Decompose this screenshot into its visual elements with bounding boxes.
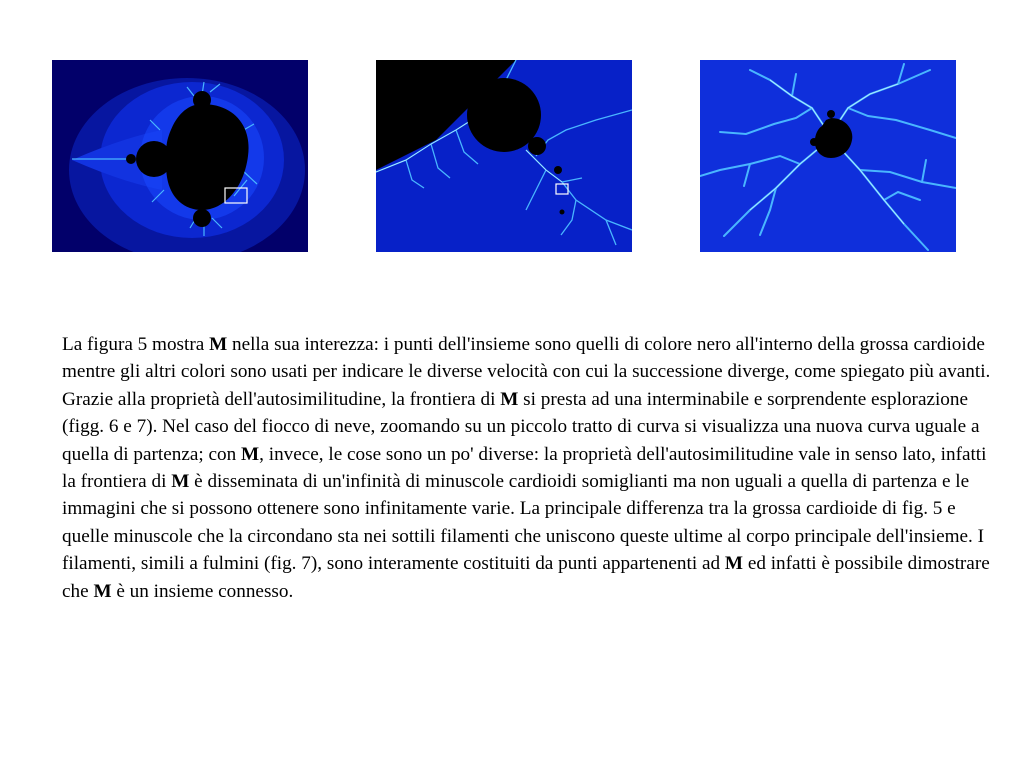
mandelbrot-zoom-2-graphic <box>700 60 956 252</box>
mandelbrot-zoom-1-image <box>376 60 632 252</box>
set-symbol-m: M <box>241 443 260 465</box>
set-symbol-m: M <box>171 471 190 493</box>
paragraph-text-segment: La figura 5 mostra <box>62 334 210 355</box>
paragraph-text-segment: si presta ad una interminabile e sorprendente esplorazione (figg. 6 e 7). Nel caso del fiocco di neve, zoomando su un piccolo tratto di curva si visualizza una nuova curva uguale a quella di partenza; con <box>62 388 980 465</box>
set-symbol-m: M <box>93 580 112 602</box>
set-symbol-m: M <box>500 388 519 410</box>
paragraph-text-segment: è un insieme connesso. <box>111 580 294 602</box>
set-symbol-m: M <box>724 553 744 575</box>
mandelbrot-zoom-2-image <box>700 60 956 252</box>
mandelbrot-zoom-1-graphic <box>376 60 632 252</box>
body-paragraph <box>62 331 992 605</box>
set-symbol-m: M <box>209 334 228 355</box>
paragraph-text-segment: è disseminata di un'infinità di minuscole cardioidi somiglianti ma non uguali a quella di partenza e le immagini che si possono ottenere sono infinitamente varie. La principale differenza tra la grossa cardioide di fig. 5 e quelle minuscole che la circondano sta nei sottili filamenti che uniscono queste ultime al corpo principale dell'insieme. I filamenti, simili a fulmini (fig. 7), sono interamente costituiti da punti appartenenti ad <box>62 471 985 575</box>
mandelbrot-full-view-image <box>52 60 308 252</box>
paragraph-text-segment: nella sua interezza: i punti dell'insieme sono quelli di colore nero all'interno della grossa cardioide mentre gli altri colori sono usati per indicare le diverse velocità con cui la successione diverge, come spiegato più avanti. Grazie alla proprietà dell'autosimilitudine, la frontiera di <box>62 334 991 410</box>
paragraph-text-segment: ed infatti è possibile dimostrare che <box>62 553 990 602</box>
mandelbrot-full-view-graphic <box>52 60 308 252</box>
paragraph-text-segment: , invece, le cose sono un po' diverse: la proprietà dell'autosimilitudine vale in senso lato, infatti la frontiera di <box>62 443 987 493</box>
